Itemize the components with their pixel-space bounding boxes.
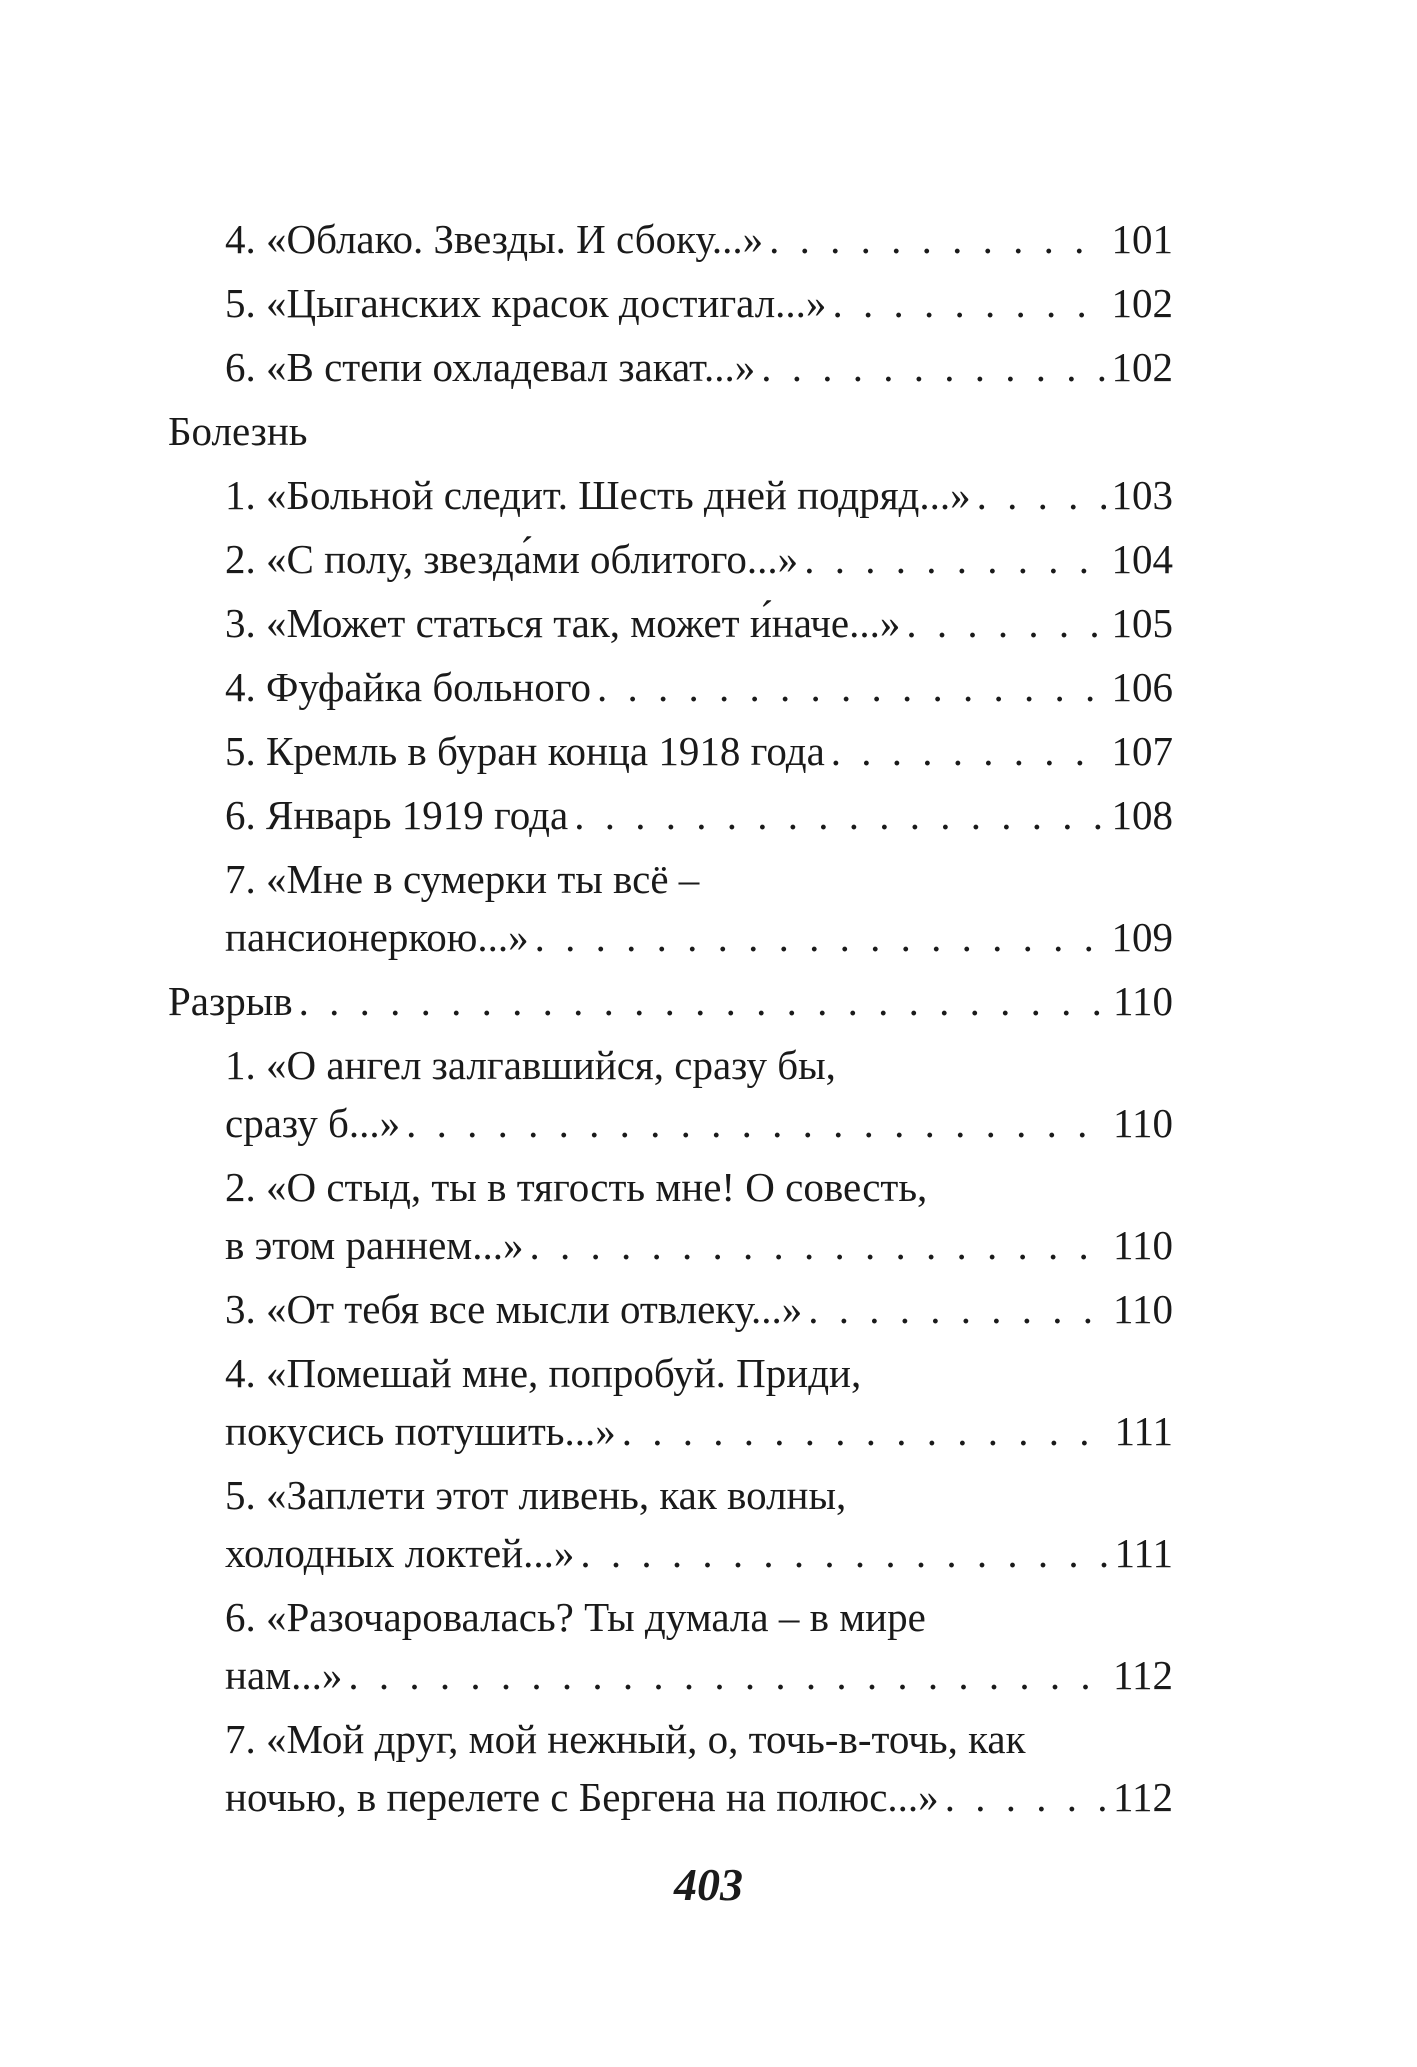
dot-leader	[831, 722, 1106, 780]
toc-entry-title-line2: ночью, в перелете с Бергена на полюс...»	[225, 1774, 939, 1820]
toc-entry	[168, 850, 1173, 966]
page-number: 403	[674, 1859, 743, 1910]
toc-entry-title-line2: пансионеркою...»	[225, 914, 529, 960]
toc-entry-page: 107	[1111, 728, 1173, 774]
toc-entry-title: 2. «С полу, звезда́ми облитого...»	[225, 536, 799, 582]
dot-leader	[574, 786, 1105, 844]
toc-entry-title-line1: 7. «Мне в сумерки ты всё –	[225, 856, 700, 902]
toc-entry-title: 1. «Больной следит. Шесть дней подряд...»	[225, 472, 971, 518]
toc-entry-title-line1: 4. «Помешай мне, попробуй. Приди,	[225, 1350, 862, 1396]
toc-entry-page: 110	[1113, 1222, 1173, 1268]
toc-entry-page: 102	[1111, 280, 1173, 326]
toc-entry	[168, 658, 1173, 716]
toc-entry	[168, 1710, 1173, 1826]
toc-entry	[168, 1344, 1173, 1460]
dot-leader	[977, 466, 1106, 524]
toc-entry-title: 3. «Может статься так, может и́наче...»	[225, 600, 901, 646]
dot-leader	[808, 1280, 1107, 1338]
toc-entry-title-line2: покусись потушить...»	[225, 1408, 616, 1454]
toc-entry-page: 112	[1113, 1652, 1173, 1698]
dot-leader	[529, 1216, 1107, 1274]
toc-section-title: Разрыв	[168, 978, 293, 1024]
toc-entry-page: 111	[1114, 1530, 1173, 1576]
table-of-contents	[168, 210, 1173, 1832]
toc-entry	[168, 338, 1173, 396]
toc-entry-title-line2: в этом раннем...»	[225, 1222, 524, 1268]
toc-entry-title-line2: сразу б...»	[225, 1100, 401, 1146]
toc-entry-page: 111	[1114, 1408, 1173, 1454]
dot-leader	[348, 1646, 1107, 1704]
toc-entry-page: 108	[1111, 792, 1173, 838]
dot-leader	[945, 1768, 1107, 1826]
toc-entry-page: 112	[1113, 1774, 1173, 1820]
toc-entry-page: 105	[1111, 600, 1173, 646]
toc-entry-page: 104	[1111, 536, 1173, 582]
toc-entry	[168, 1466, 1173, 1582]
toc-entry-title-line1: 2. «О стыд, ты в тягость мне! О совесть,	[225, 1164, 928, 1210]
toc-section-title: Болезнь	[168, 408, 308, 454]
dot-leader	[535, 908, 1106, 966]
toc-entry-page: 101	[1111, 216, 1173, 262]
toc-entry	[168, 1036, 1173, 1152]
toc-entry-page: 110	[1113, 1100, 1173, 1146]
toc-entry-title-line1: 7. «Мой друг, мой нежный, о, точь-в-точь, как	[225, 1716, 1026, 1762]
toc-section-heading	[168, 402, 1173, 460]
toc-entry-title: 6. «В степи охладевал закат...»	[225, 344, 756, 390]
dot-leader	[906, 594, 1105, 652]
dot-leader	[832, 274, 1105, 332]
toc-entry-title: 5. «Цыганских красок достигал...»	[225, 280, 827, 326]
dot-leader	[804, 530, 1105, 588]
toc-entry-title-line2: холодных локтей...»	[225, 1530, 575, 1576]
toc-entry-page: 102	[1111, 344, 1173, 390]
toc-entry-title-line2: нам...»	[225, 1652, 343, 1698]
toc-entry-title-line1: 6. «Разочаровалась? Ты думала – в мире	[225, 1594, 926, 1640]
toc-section-heading	[168, 972, 1173, 1030]
toc-entry	[168, 1158, 1173, 1274]
toc-entry-title: 4. «Облако. Звезды. И сбоку...»	[225, 216, 764, 262]
toc-entry-title: 4. Фуфайка больного	[225, 664, 592, 710]
dot-leader	[406, 1094, 1107, 1152]
toc-section-page: 110	[1113, 978, 1173, 1024]
toc-entry	[168, 594, 1173, 652]
toc-entry-title: 3. «От тебя все мысли отвлеку...»	[225, 1286, 803, 1332]
toc-entry-title-line1: 1. «О ангел залгавшийся, сразу бы,	[225, 1042, 836, 1088]
toc-entry-page: 109	[1111, 914, 1173, 960]
toc-entry	[168, 1280, 1173, 1338]
toc-entry	[168, 210, 1173, 268]
toc-entry	[168, 274, 1173, 332]
toc-entry-title: 6. Январь 1919 года	[225, 792, 569, 838]
dot-leader	[761, 338, 1105, 396]
toc-entry	[168, 786, 1173, 844]
dot-leader	[299, 972, 1107, 1030]
toc-entry	[168, 530, 1173, 588]
toc-entry	[168, 466, 1173, 524]
dot-leader	[622, 1402, 1109, 1460]
toc-entry-page: 110	[1113, 1286, 1173, 1332]
toc-entry-title: 5. Кремль в буран конца 1918 года	[225, 728, 825, 774]
dot-leader	[769, 210, 1105, 268]
dot-leader	[597, 658, 1105, 716]
toc-entry-page: 106	[1111, 664, 1173, 710]
toc-entry-page: 103	[1111, 472, 1173, 518]
toc-entry	[168, 1588, 1173, 1704]
dot-leader	[580, 1524, 1108, 1582]
toc-entry-title-line1: 5. «Заплети этот ливень, как волны,	[225, 1472, 847, 1518]
toc-entry	[168, 722, 1173, 780]
